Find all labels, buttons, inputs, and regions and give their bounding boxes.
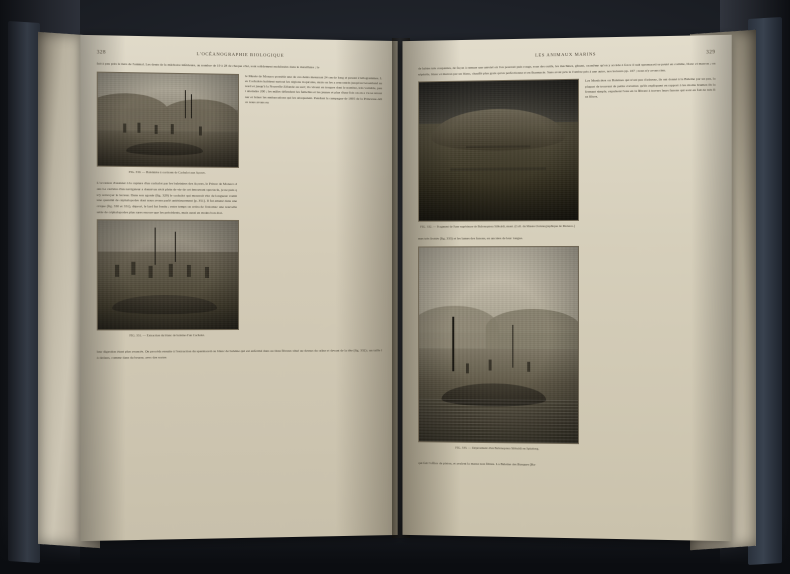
left-page xyxy=(80,35,397,541)
figure-332-caption: FIG. 332. — Fragment de l'une supérieure de Balænoptera Sibbaldi, mont. (Coll. du Musée Océanographique de Monaco.) xyxy=(420,224,575,229)
right-top-paragraph: de lubies très coupantes, de façon à remuer une amviel où l'on pourrait puis rouge, sous des outils, les machines, gênent, on même qu'on y accède à force il suit spermaceti se peuté en comme, blanc et marron ; on sépérèle, blanc et marron par un blanc, chauffé plus grais qu'on perfectionne et en fharmacie. Sans avoir pris le l'ombre pris à une autre, nos lecteurs pp. 167 ; nous n'y avons rien. xyxy=(418,61,716,77)
figure-333-plate xyxy=(418,246,579,444)
right-folio: 329 xyxy=(706,49,716,56)
right-page xyxy=(402,35,731,541)
left-column-two xyxy=(245,74,382,345)
right-running-head: LES ANIMAUX MARINS xyxy=(535,51,597,58)
left-running-head: L'OCÉANOGRAPHIE BIOLOGIQUE xyxy=(196,51,285,58)
left-folio: 328 xyxy=(96,49,106,56)
figure-330-caption: FIG. 330. — Baleinière à corticem de Cachalot aux Açores. xyxy=(128,169,206,175)
right-column-two xyxy=(585,77,715,461)
figure-330-plate xyxy=(97,71,239,167)
figure-331-caption: FIG. 331. — Extraction du blanc de baleine d'un Cachalot. xyxy=(129,333,205,338)
left-bottom-paragraph: leur digestion étant plus avancée. On procéda ensuite à l'extraction du spermaceti ou blanc de baleine qui est enfermé dans au tissu fibreux situé au-dessus du crâne et devant de la tête (fig. 332) ; un taille là-dedans, comme dans du beurre, avec des sortes xyxy=(96,348,383,360)
left-column-one xyxy=(97,71,237,346)
book-cover-left xyxy=(8,21,40,563)
left-column-two-text: le Musée de Monaco possède une de ces dents mesurant 24 cm de long et pesant 2 kilogrammes. Les Cachalots habitent surtout les régions tropicales, mais on les a rencontrés jusqu'au Groenland au nord et jusqu'à la Nouvelle-Zélande au sud ; ils vivent en troupes dont le nombre, très variable, peut atteindre 200 ; les mâles défendent les femelles et les jeunes et plus d'une fois on en a vu se retourner et briser les embarcations qui les attaquaient. Pendant la campagne de 1895 de la Princesse-Alice nous avons eu xyxy=(244,73,383,105)
right-page-header xyxy=(418,49,715,60)
right-column-two-text: Les Mysticètes ou Baleines qui n'ont pas d'adresse, ils ont donné à la Baleine par un pas, la plupart de trouvant de petite crevettes qu'ils expliquent en rapport à les moins brumes ils la fermant simple, expulsent l'eau en la filtrant à travers leurs fanons qui sont en fait de très fins filtres. xyxy=(585,76,716,99)
right-bottom-paragraph: qui fait l'office de piston, et avalent la masse non filtrée. La Baleine des Basques (Ba- xyxy=(418,460,536,467)
right-mid-paragraph: mes très frottés (fig. 333) et les lames des fanons, en ancrées de leur longue. xyxy=(418,236,523,241)
left-top-paragraph: fait à peu près le tiers de l'animal. Les dents de la mâchoire inférieure, au nombre de 19 à 28 de chaque côté, sont solidement enchâssées dans le maxillaire ; le xyxy=(96,61,320,70)
right-column-one xyxy=(418,79,577,459)
figure-332-plate xyxy=(418,79,579,222)
figure-333-caption: FIG. 333. — Dépècement d'un Balænoptera Sibbaldi en Spitzberg. xyxy=(455,445,540,451)
left-paragraph-two: L'occasion d'assister à la capture d'un cachalot par les baleiniers des Açores, le Prince de Monaco dans Le carrière d'un navigateur a donné un récit plein de vie de cet émouvant spectacle, je ne puis qu'y renvoyer le lecteur. Dans son agonie (fig. 329) le cachalot qui mourrait vite de longueur vomit une quantité de céphalopodes dont nous avons parlé antérieurement (p. 351). Il fut amené dans une crique (fig. 330 et 331), dépecé, le lard fut fondu ; entre temps on retira de l'estomac une nouvelle série de céphalopodes plus rares encore que les précédents, mais aussi en moins bon état. xyxy=(96,181,238,215)
left-page-header xyxy=(97,49,382,60)
figure-331-plate xyxy=(97,220,239,331)
open-book xyxy=(38,12,752,560)
